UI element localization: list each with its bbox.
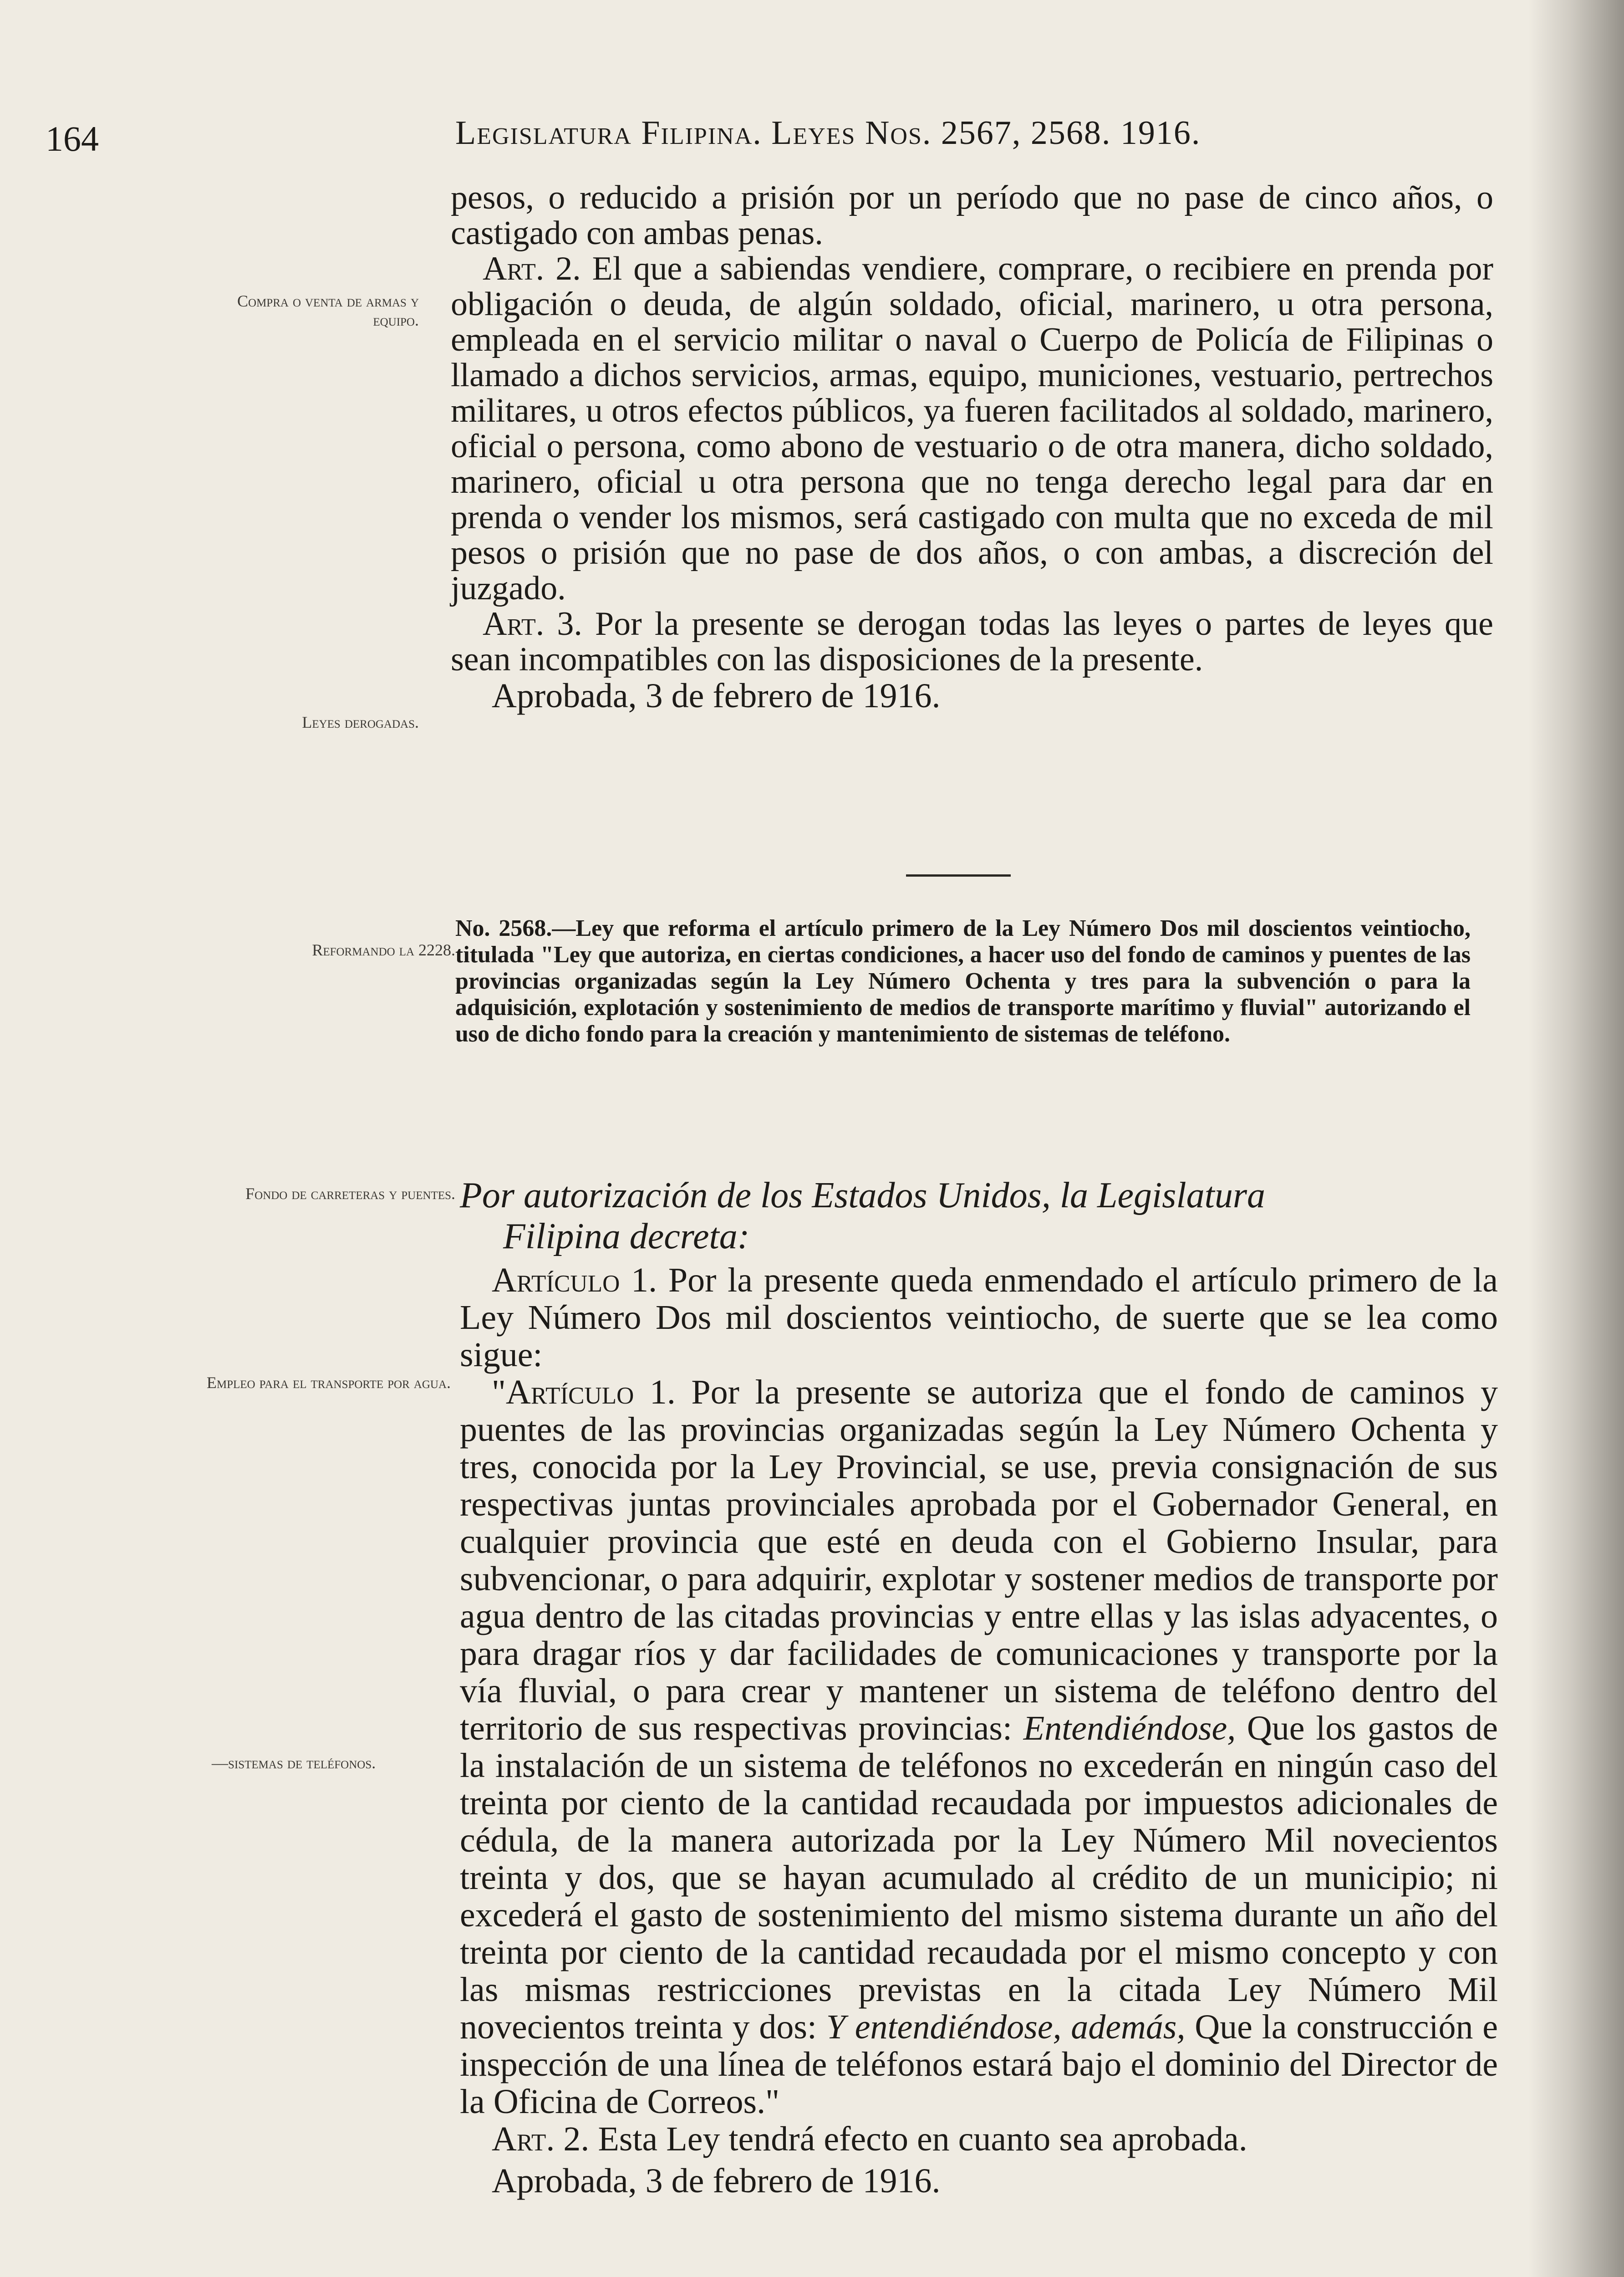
paragraph-articulo-1 — [460, 1261, 1498, 1373]
sidenote-leyes-derogadas: Leyes derogadas. — [302, 713, 419, 731]
quoted-text-c: Que la construcción e inspección de una línea de teléfonos estará bajo el dominio del Director de la Oficina de Correos." — [460, 2008, 1498, 2121]
paragraph-art2 — [451, 251, 1493, 606]
approval-date-2568: Aprobada, 3 de febrero de 1916. — [492, 2162, 941, 2200]
sidenote-reformando: Reformando la 2228. — [312, 941, 455, 959]
article-text: Esta Ley tendrá efecto en cuanto sea aprobada. — [589, 2120, 1247, 2158]
quoted-article-label: "Artículo 1. — [492, 1373, 676, 1411]
paragraph-penalty: pesos, o reducido a prisión por un período que no pase de cinco años, o castigado con ambas penas. — [451, 179, 1493, 252]
quoted-text-a: Por la presente se autoriza que el fondo de caminos y puentes de las provincias organizadas según la Ley Número Ochenta y tres, conocida por la Ley Provincial, se use, previa consignación de sus respectivas juntas provinciales aprobada por el Gobernador General, en cualquier provincia que esté en deuda con el Gobierno Insular, para subvencionar, o para adquirir, explotar y sostener medios de transporte por agua dentro de las citadas provincias y entre ellas y las islas adyacentes, o para dragar ríos y dar facilidades de comunicaciones y transporte por la vía fluvial, o para crear y mantener un sistema de teléfono dentro del territorio de sus respectivas provincias: — [460, 1373, 1498, 1747]
continuation-section — [451, 180, 1493, 715]
paragraph-art3 — [451, 606, 1493, 677]
sidenote-sistemas: —sistemas de teléfonos. — [212, 1754, 376, 1772]
enacting-clause — [460, 1175, 1498, 1257]
running-head: Legislatura Filipina. Leyes Nos. 2567, 2568. 1916. — [455, 114, 1201, 152]
article-label: Art. 2. — [492, 2120, 590, 2158]
sidenote-fondo: Fondo de carreteras y puentes. — [245, 1184, 455, 1203]
page-number: 164 — [46, 119, 99, 158]
quoted-text-b: Que los gastos de la instalación de un sistema de teléfonos no excederán en ningún caso del treinta por ciento de la cantidad recaudada por impuestos adicionales de cédula, de la manera autorizada por la Ley Número Mil novecientos treinta y dos, que se hayan acumulado al crédito de un municipio; ni excederá el gasto de sostenimiento del mismo sistema durante un año del treinta por ciento de la cantidad recaudada por el mismo concepto y con las mismas restricciones previstas en la citada Ley Número Mil novecientos treinta y dos: — [460, 1709, 1498, 2046]
law-title: No. 2568.—Ley que reforma el artículo primero de la Ley Número Dos mil doscientos veintiocho, titulada "Ley que autoriza, en ciertas condiciones, a hacer uso del fondo de caminos y puentes de las provincias organizadas según la Ley Número Ochenta y tres para la subvención o para la adquisición, explotación y sostenimiento de medios de transporte marítimo y fluvial" autorizando el uso de dicho fondo para la creación y mantenimiento de sistemas de teléfono. — [455, 915, 1471, 1047]
article-text: Por la presente se derogan todas las leyes o partes de leyes que sean incompatibles con las disposiciones de la presente. — [451, 605, 1494, 678]
article-text: Por la presente queda enmendado el artículo primero de la Ley Número Dos mil doscientos veintiocho, de suerte que se lea como sigue: — [460, 1261, 1498, 1374]
proviso-1: Entendiéndose, — [1023, 1709, 1236, 1747]
page-header — [0, 109, 1624, 178]
article-label: Art. 3. — [483, 605, 582, 643]
paragraph-art2-effect — [460, 2120, 1498, 2158]
section-divider-wrap — [0, 829, 1011, 877]
sidenote-empleo: Empleo para el transporte por agua. — [206, 1373, 451, 1392]
enacting-line-1: Por autorización de los Estados Unidos, la Legislatura — [460, 1175, 1265, 1215]
article-label: Art. 2. — [483, 250, 581, 287]
proviso-2: Y entendiéndose, además, — [826, 2008, 1186, 2046]
sidenote-compra: Compra o venta de armas y equipo. — [237, 292, 419, 329]
article-label: Artículo 1. — [492, 1261, 657, 1299]
law-2568-body — [460, 1261, 1498, 2200]
paragraph-quoted-article — [460, 1373, 1498, 2120]
article-text: El que a sabiendas vendiere, comprare, o recibiere en prenda por obligación o deuda, de algún soldado, oficial, marinero, u otra persona, empleada en el servicio militar o naval o Cuerpo de Policía de Filipinas o llamado a dichos servicios, armas, equipo, municiones, vestuario, pertrechos militares, u otros efectos públicos, ya fueren facilitados al soldado, marinero, oficial o persona, como abono de vestuario o de otra manera, dicho soldado, marinero, oficial u otra persona que no tenga derecho legal para dar en prenda o vender los mismos, será castigado con multa que no exceda de mil pesos o prisión que no pase de dos años, o con ambas, a discreción del juzgado. — [451, 250, 1494, 607]
section-divider — [906, 874, 1011, 877]
law-2568-heading — [455, 915, 1471, 1047]
approval-date: Aprobada, 3 de febrero de 1916. — [492, 677, 941, 715]
page-edge-shadow — [1528, 0, 1624, 2277]
enacting-line-2: Filipina decreta: — [503, 1216, 750, 1256]
